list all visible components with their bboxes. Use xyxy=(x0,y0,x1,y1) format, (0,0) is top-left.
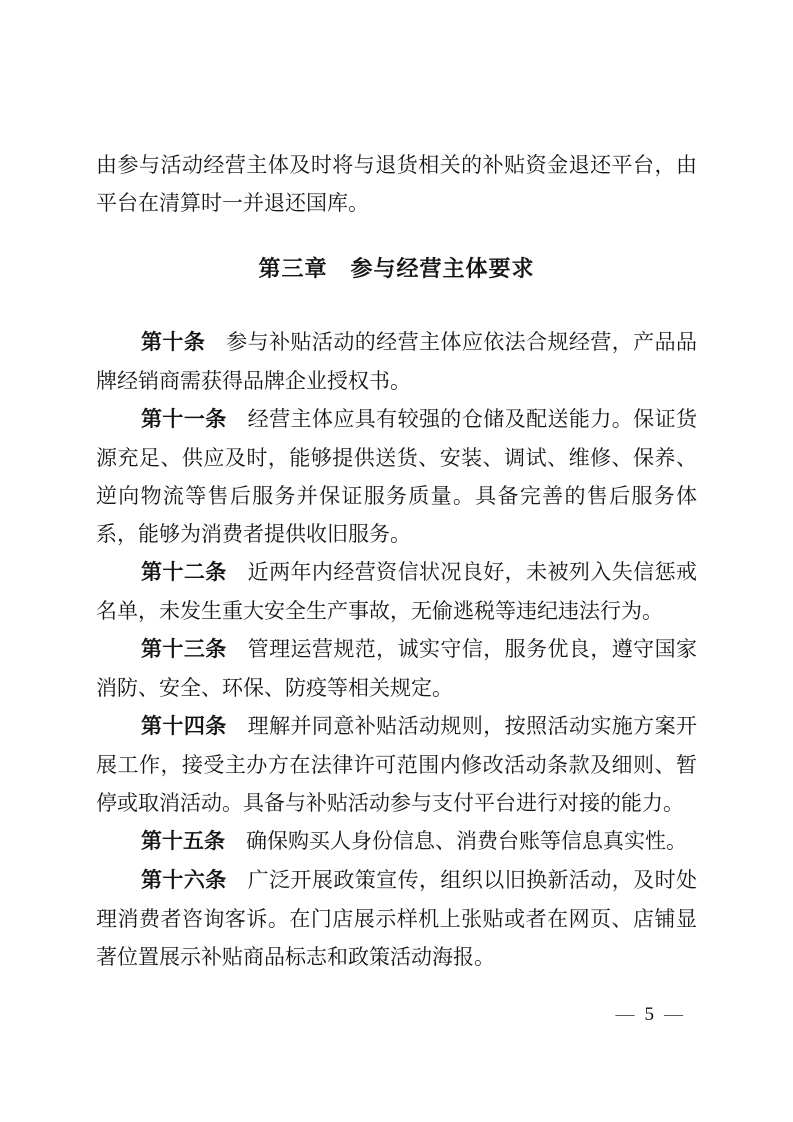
article-paragraph xyxy=(96,822,697,861)
article-number: 第十一条 xyxy=(141,408,227,431)
paragraph-text: 由参与活动经营主体及时将与退货相关的补贴资金退还平台，由平台在清算时一并退还国库。 xyxy=(96,153,697,215)
paragraph-text: 广泛开展政策宣传，组织以旧换新活动，及时处理消费者咨询客诉。在门店展示样机上张贴或者在网页、店铺显著位置展示补贴商品标志和政策活动海报。 xyxy=(96,868,698,969)
paragraph-text: 参与补贴活动的经营主体应依法合规经营，产品品牌经销商需获得品牌企业授权书。 xyxy=(96,330,697,393)
article-paragraph xyxy=(96,861,697,976)
page-footer xyxy=(616,1001,684,1029)
article-number: 第十条 xyxy=(141,331,206,354)
continuation-paragraph xyxy=(96,146,697,222)
article-number: 第十五条 xyxy=(141,830,225,853)
chapter-heading xyxy=(96,250,697,288)
paragraph-text: 管理运营规范，诚实守信，服务优良，遵守国家消防、安全、环保、防疫等相关规定。 xyxy=(96,637,698,700)
article-paragraph xyxy=(96,323,697,400)
article-paragraph xyxy=(96,630,697,707)
chapter-heading-text: 第三章 参与经营主体要求 xyxy=(258,256,535,281)
paragraph-text: 经营主体应具有较强的仓储及配送能力。保证货源充足、供应及时，能够提供送货、安装、调试、维修、保养、逆向物流等售后服务并保证服务质量。具备完善的售后服务体系，能够为消费者提供收旧服务。 xyxy=(96,407,698,546)
footer-dash-right: — xyxy=(664,1004,683,1025)
article-paragraph xyxy=(96,553,697,630)
paragraph-text: 近两年内经营资信状况良好，未被列入失信惩戒名单，未发生重大安全生产事故，无偷逃税等违纪违法行为。 xyxy=(96,560,698,623)
document-body xyxy=(96,146,697,976)
footer-dash-left: — xyxy=(615,1004,635,1025)
article-number: 第十四条 xyxy=(141,715,227,738)
page-number: 5 xyxy=(644,1004,654,1025)
paragraph-text: 理解并同意补贴活动规则，按照活动实施方案开展工作，接受主办方在法律许可范围内修改活动条款及细则、暂停或取消活动。具备与补贴活动参与支付平台进行对接的能力。 xyxy=(96,714,698,815)
paragraph-text: 确保购买人身份信息、消费台账等信息真实性。 xyxy=(246,829,687,853)
article-number: 第十六条 xyxy=(141,869,227,892)
article-number: 第十三条 xyxy=(141,638,227,661)
article-paragraph xyxy=(96,400,697,553)
article-number: 第十二条 xyxy=(141,561,227,584)
article-paragraph xyxy=(96,707,697,822)
